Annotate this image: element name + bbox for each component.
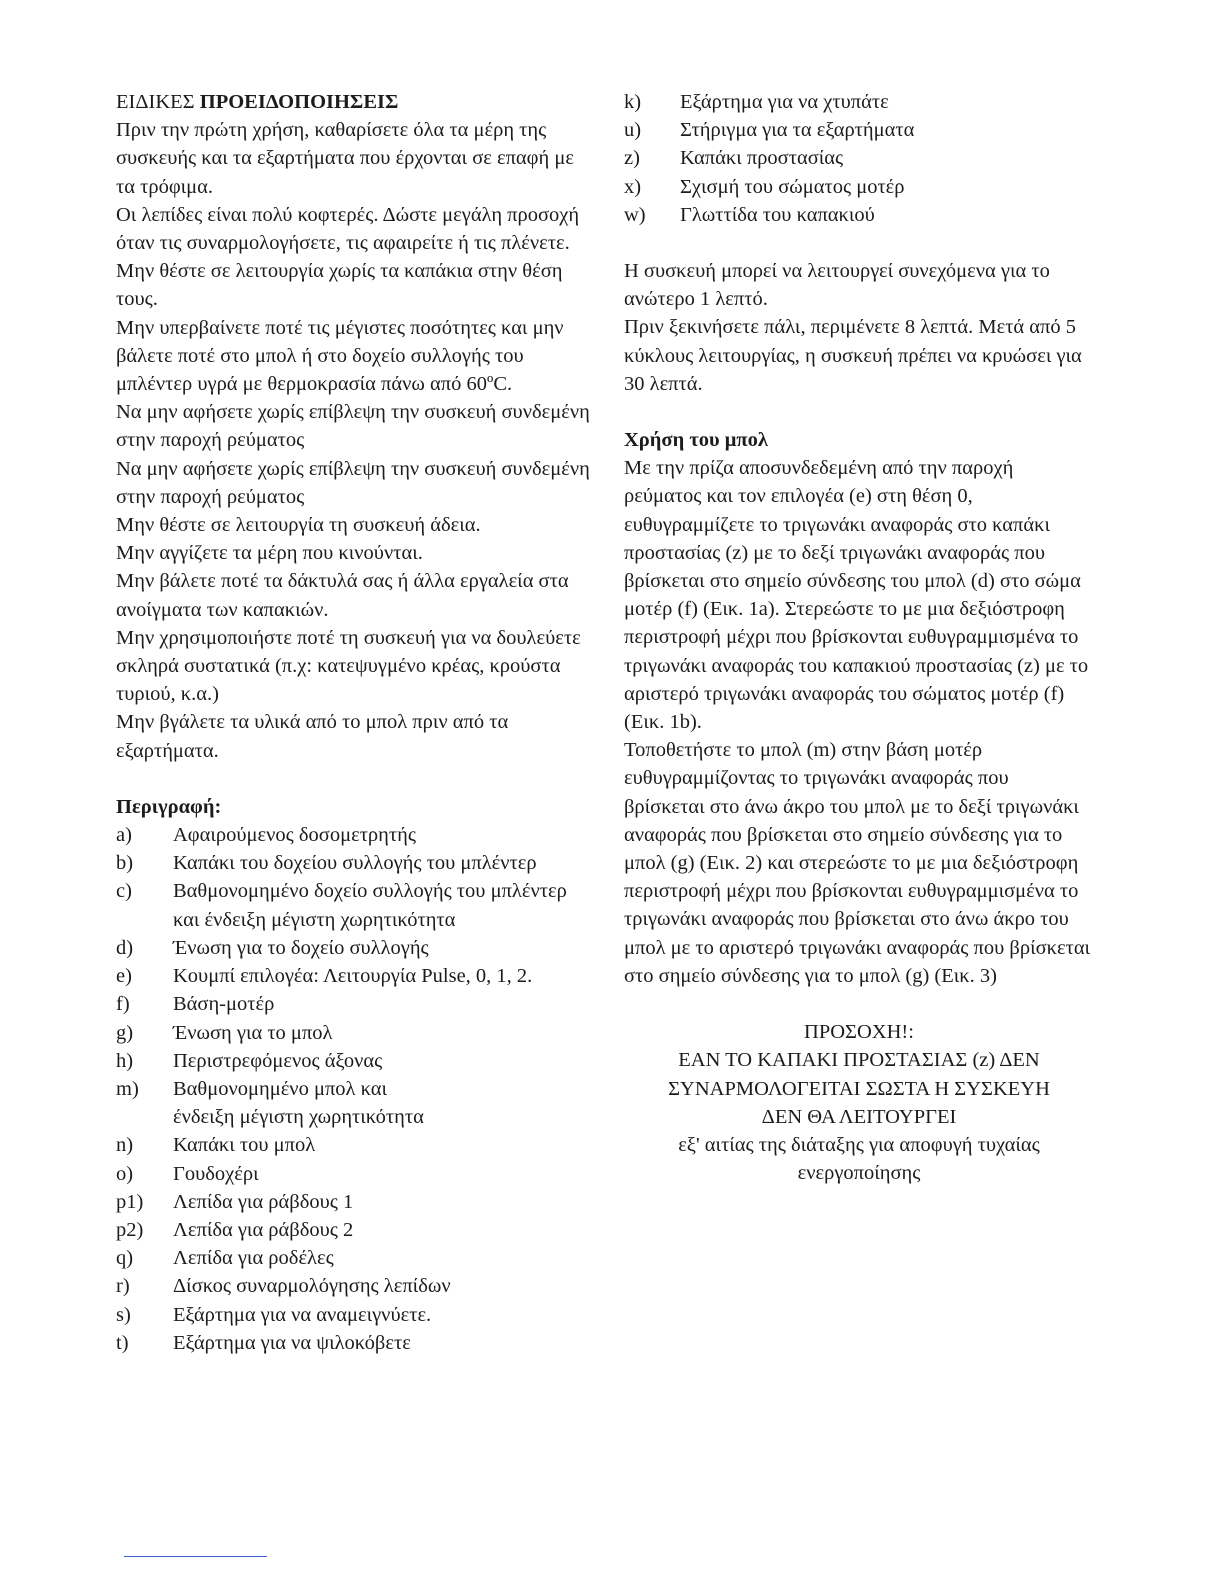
item-label: u) bbox=[624, 119, 642, 142]
warning-paragraph: Μην υπερβαίνετε ποτέ τις μέγιστες ποσότητες και μην βάλετε ποτέ στο μπολ ή στο δοχείο συλλογής του μπλέντερ υγρά με θερμοκρασία πάνω από 60ºC. bbox=[116, 316, 564, 396]
item-text: Εξάρτημα για να αναμειγνύετε. bbox=[173, 1303, 432, 1326]
list-item bbox=[116, 1019, 598, 1047]
list-item bbox=[116, 1160, 598, 1188]
item-label: m) bbox=[116, 1077, 139, 1100]
item-label: a) bbox=[116, 824, 132, 847]
bowl-usage-heading: Χρήση του μπολ bbox=[624, 429, 768, 452]
list-item bbox=[624, 201, 1094, 229]
item-text: Καπάκι προστασίας bbox=[680, 147, 844, 170]
item-label: e) bbox=[116, 965, 132, 988]
item-text: Κουμπί επιλογέα: Λειτουργία Pulse, 0, 1, 2. bbox=[173, 965, 533, 988]
warning-paragraph: Να μην αφήσετε χωρίς επίβλεψη την συσκευή συνδεμένη στην παροχή ρεύματος bbox=[116, 457, 590, 508]
parts-list-continued bbox=[624, 88, 1094, 229]
item-text: Εξάρτημα για να χτυπάτε bbox=[680, 91, 889, 113]
item-label: q) bbox=[116, 1247, 134, 1270]
list-item bbox=[624, 88, 1094, 116]
list-item bbox=[624, 116, 1094, 144]
left-column bbox=[116, 88, 598, 1357]
right-column bbox=[624, 88, 1094, 1187]
item-text: Λεπίδα για ροδέλες bbox=[173, 1247, 334, 1270]
item-label: p1) bbox=[116, 1190, 144, 1213]
item-text: Ένωση για το δοχείο συλλογής bbox=[173, 936, 429, 959]
warning-paragraph: Μην βγάλετε τα υλικά από το μπολ πριν από τα εξαρτήματα. bbox=[116, 711, 509, 762]
warning-paragraph: Να μην αφήσετε χωρίς επίβλεψη την συσκευή συνδεμένη στην παροχή ρεύματος bbox=[116, 401, 590, 452]
attention-line: ΕΑΝ ΤΟ ΚΑΠΑΚΙ ΠΡΟΣΤΑΣΙΑΣ (z) ΔΕΝ bbox=[678, 1049, 1040, 1072]
operation-paragraph: Η συσκευή μπορεί να λειτουργεί συνεχόμενα για το ανώτερο 1 λεπτό. bbox=[624, 260, 1050, 311]
warning-paragraph: Μην βάλετε ποτέ τα δάκτυλά σας ή άλλα εργαλεία στα ανοίγματα των καπακιών. bbox=[116, 570, 569, 621]
item-label: k) bbox=[624, 91, 642, 113]
item-text: Βαθμονομημένο μπολ και bbox=[173, 1077, 388, 1100]
item-label: r) bbox=[116, 1275, 130, 1298]
list-item bbox=[116, 1244, 598, 1272]
list-item bbox=[116, 962, 598, 990]
item-label: p2) bbox=[116, 1218, 144, 1241]
bowl-usage-paragraph: Με την πρίζα αποσυνδεδεμένη από την παροχή ρεύματος και τον επιλογέα (e) στη θέση 0, ευθυγραμμίζετε το τριγωνάκι αναφοράς στο καπάκι προστασίας (z) με το δεξί τριγωνάκι αναφοράς που βρίσκεται στο σημείο σύνδεσης του μπολ (d) στο σώμα μοτέρ (f) (Εικ. 1a). Στερεώστε το με μια δεξιόστροφη περιστροφή μέχρι που βρίσκονται ευθυγραμμισμένα το τριγωνάκι αναφοράς του καπακιού προστασίας (z) με το αριστερό τριγωνάκι αναφοράς του σώματος μοτέρ (f) (Εικ. 1b). bbox=[624, 457, 1089, 734]
item-label: w) bbox=[624, 203, 646, 226]
warning-paragraph: Μην αγγίζετε τα μέρη που κινούνται. bbox=[116, 542, 423, 565]
warnings-heading-bold: ΠΡΟΕΙΔΟΠΟΙΗΣΕΙΣ bbox=[199, 91, 399, 113]
attention-notice bbox=[624, 1018, 1094, 1187]
parts-list bbox=[116, 821, 598, 1357]
item-text: Λεπίδα για ράβδους 1 bbox=[173, 1190, 354, 1213]
item-text: Ένωση για το μπολ bbox=[173, 1021, 333, 1044]
attention-line: ΔΕΝ ΘΑ ΛΕΙΤΟΥΡΓΕΙ bbox=[761, 1105, 957, 1128]
list-item bbox=[116, 821, 598, 849]
item-label: c) bbox=[116, 880, 132, 903]
attention-title: ΠΡΟΣΟΧΗ!: bbox=[804, 1021, 914, 1044]
warning-paragraph: Οι λεπίδες είναι πολύ κοφτερές. Δώστε μεγάλη προσοχή όταν τις συναρμολογήσετε, τις αφαιρείτε ή τις πλένετε. bbox=[116, 203, 580, 255]
item-label: t) bbox=[116, 1331, 129, 1354]
item-text-continued: ένδειξη μέγιστη χωρητικότητα bbox=[173, 1106, 424, 1129]
list-item bbox=[116, 1047, 598, 1075]
item-text: Γλωττίδα του καπακιού bbox=[680, 203, 875, 226]
item-text: Γουδοχέρι bbox=[173, 1162, 259, 1185]
bowl-usage-paragraph: Τοποθετήστε το μπολ (m) στην βάση μοτέρ ευθυγραμμίζοντας το τριγωνάκι αναφοράς που βρίσκεται στο άνω άκρο του μπολ με το δεξί τριγωνάκι αναφοράς που βρίσκεται στο σημείο σύνδεσης για το μπολ (g) (Εικ. 2) και στερεώστε το με μια δεξιόστροφη περιστροφή μέχρι που βρίσκονται ευθυγραμμισμένα το τριγωνάκι αναφοράς που βρίσκεται στο άνω άκρο του μπολ με το αριστερό τριγωνάκι αναφοράς που βρίσκεται στο σημείο σύνδεσης για το μπολ (g) (Εικ. 3) bbox=[624, 739, 1091, 987]
item-label: x) bbox=[624, 175, 642, 198]
list-item bbox=[624, 173, 1094, 201]
item-text: Βάση-μοτέρ bbox=[173, 993, 275, 1016]
list-item bbox=[116, 1075, 598, 1103]
item-text: Καπάκι του δοχείου συλλογής του μπλέντερ bbox=[173, 852, 537, 875]
item-label: n) bbox=[116, 1134, 134, 1157]
list-item bbox=[116, 1329, 598, 1357]
attention-line: ΣΥΝΑΡΜΟΛΟΓΕΙΤΑΙ ΣΩΣΤΑ Η ΣΥΣΚΕΥΗ bbox=[668, 1077, 1050, 1100]
list-item bbox=[116, 1131, 598, 1159]
description-heading: Περιγραφή: bbox=[116, 795, 222, 818]
operation-paragraph: Πριν ξεκινήσετε πάλι, περιμένετε 8 λεπτά. Μετά από 5 κύκλους λειτουργίας, η συσκευή πρέπει να κρυώσει για 30 λεπτά. bbox=[624, 316, 1082, 395]
item-text: Περιστρεφόμενος άξονας bbox=[173, 1049, 383, 1072]
list-item bbox=[116, 934, 598, 962]
attention-line: εξ' αιτίας της διάταξης για αποφυγή τυχαίας bbox=[678, 1133, 1040, 1156]
item-text: Εξάρτημα για να ψιλοκόβετε bbox=[173, 1331, 411, 1354]
list-item bbox=[116, 849, 598, 877]
item-text: Σχισμή του σώματος μοτέρ bbox=[680, 175, 905, 198]
item-label: b) bbox=[116, 852, 134, 875]
item-label: h) bbox=[116, 1049, 134, 1072]
item-text-continued: και ένδειξη μέγιστη χωρητικότητα bbox=[173, 908, 456, 931]
item-text: Στήριγμα για τα εξαρτήματα bbox=[680, 119, 915, 142]
warning-paragraph: Πριν την πρώτη χρήση, καθαρίσετε όλα τα μέρη της συσκευής και τα εξαρτήματα που έρχονται σε επαφή με τα τρόφιμα. bbox=[116, 119, 574, 198]
list-item bbox=[116, 877, 598, 905]
item-text: Βαθμονομημένο δοχείο συλλογής του μπλέντερ bbox=[173, 880, 567, 903]
footnote-divider bbox=[124, 1556, 267, 1557]
item-label: f) bbox=[116, 993, 130, 1016]
warning-paragraph: Μην θέστε σε λειτουργία χωρίς τα καπάκια στην θέση τους. bbox=[116, 260, 563, 311]
list-item bbox=[116, 1301, 598, 1329]
warning-paragraph: Μην θέστε σε λειτουργία τη συσκευή άδεια. bbox=[116, 514, 481, 537]
list-item bbox=[116, 1272, 598, 1300]
list-item bbox=[116, 990, 598, 1018]
item-text: Καπάκι του μπολ bbox=[173, 1134, 316, 1157]
warnings-heading-part: ΕΙΔΙΚΕΣ bbox=[116, 91, 200, 113]
item-text: Λεπίδα για ράβδους 2 bbox=[173, 1218, 354, 1241]
item-label: g) bbox=[116, 1021, 134, 1044]
item-label: o) bbox=[116, 1162, 134, 1185]
item-label: z) bbox=[624, 147, 640, 170]
list-item bbox=[116, 1188, 598, 1216]
item-text: Αφαιρούμενος δοσομετρητής bbox=[173, 824, 416, 847]
item-label: d) bbox=[116, 936, 134, 959]
attention-line: ενεργοποίησης bbox=[797, 1162, 921, 1185]
item-text: Δίσκος συναρμολόγησης λεπίδων bbox=[173, 1275, 451, 1298]
list-item bbox=[116, 1216, 598, 1244]
list-item bbox=[624, 144, 1094, 172]
item-label: s) bbox=[116, 1303, 131, 1326]
warnings-heading bbox=[116, 88, 598, 116]
warning-paragraph: Μην χρησιμοποιήστε ποτέ τη συσκευή για να δουλεύετε σκληρά συστατικά (π.χ: κατεψυγμένο κρέας, κρούστα τυριού, κ.α.) bbox=[116, 626, 581, 706]
